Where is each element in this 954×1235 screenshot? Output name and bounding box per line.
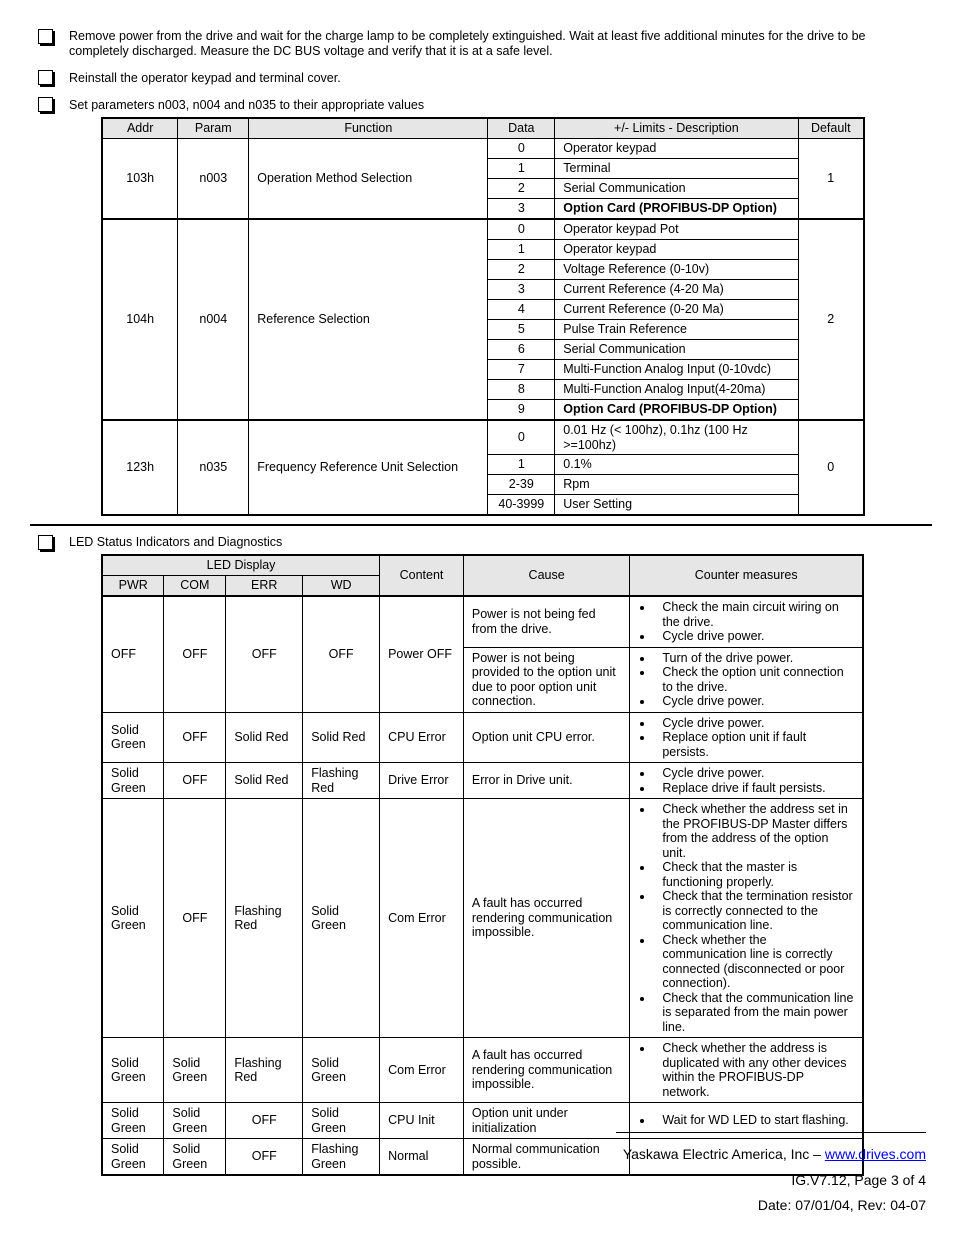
data-cell: 9 — [488, 400, 555, 421]
cause-cell: Normal communication possible. — [463, 1139, 629, 1176]
wd-cell: Solid Green — [303, 1103, 380, 1139]
pwr-cell: Solid Green — [102, 1103, 164, 1139]
checklist-item-3: Set parameters n003, n004 and n035 to their appropriate values — [69, 98, 425, 112]
checkbox-icon[interactable] — [38, 97, 53, 112]
content-cell: Com Error — [380, 1038, 464, 1103]
wd-cell: Flashing Red — [303, 763, 380, 799]
cause-cell: A fault has occurred rendering communication impossible. — [463, 799, 629, 1038]
description-cell: Current Reference (0-20 Ma) — [555, 300, 798, 320]
com-cell: OFF — [164, 799, 226, 1038]
description-cell: Operator keypad Pot — [555, 219, 798, 240]
checklist-item-2: Reinstall the operator keypad and terminal cover. — [69, 71, 341, 85]
addr-cell: 103h — [102, 139, 178, 220]
data-cell: 1 — [488, 240, 555, 260]
table-row — [102, 1103, 863, 1139]
counter-measures-cell — [630, 712, 863, 763]
list-item: • Replace option unit if fault persists. — [654, 730, 854, 759]
com-cell: OFF — [164, 596, 226, 712]
com-cell: Solid Green — [164, 1103, 226, 1139]
content-cell: Power OFF — [380, 596, 464, 712]
checkbox-icon[interactable] — [38, 535, 53, 550]
table-row — [102, 1038, 863, 1103]
addr-cell: 104h — [102, 219, 178, 420]
content-cell: Com Error — [380, 799, 464, 1038]
led-display-header: LED Display — [102, 555, 380, 576]
description-cell: Multi-Function Analog Input(4-20ma) — [555, 380, 798, 400]
param-cell: n035 — [178, 420, 249, 515]
section-divider — [30, 524, 932, 526]
checklist-item-1-line2: completely discharged. Measure the DC BUS voltage and verify that it is at a safe level. — [69, 44, 553, 58]
err-cell: Flashing Red — [226, 799, 303, 1038]
description-cell: Rpm — [555, 475, 798, 495]
default-cell: 2 — [798, 219, 864, 420]
col-header-cause: Cause — [463, 555, 629, 596]
footer-company — [623, 1146, 926, 1162]
param-cell: n004 — [178, 219, 249, 420]
function-cell: Reference Selection — [249, 219, 488, 420]
cause-cell: Option unit under initialization — [463, 1103, 629, 1139]
counter-measures-cell — [630, 763, 863, 799]
checkbox-icon[interactable] — [38, 70, 53, 85]
cause-cell: Option unit CPU error. — [463, 712, 629, 763]
description-cell: Serial Communication — [555, 179, 798, 199]
list-item: • Check whether the address set in the PROFIBUS-DP Master differs from the address of the option unit. — [654, 802, 854, 860]
err-cell: Solid Red — [226, 712, 303, 763]
counter-measures-list — [638, 651, 854, 709]
description-cell: Terminal — [555, 159, 798, 179]
data-cell: 2 — [488, 179, 555, 199]
table-row — [102, 139, 864, 159]
checklist-item-1-line1: Remove power from the drive and wait for the charge lamp to be completely extinguished. Wait at least five additional minutes for the drive to be — [69, 29, 866, 43]
cause-cell: Power is not being provided to the option unit due to poor option unit connection. — [463, 647, 629, 712]
cause-cell: A fault has occurred rendering communication impossible. — [463, 1038, 629, 1103]
table-row — [102, 219, 864, 240]
list-item: • Check the main circuit wiring on the drive. — [654, 600, 854, 629]
description-cell: Multi-Function Analog Input (0-10vdc) — [555, 360, 798, 380]
list-item: • Check the option unit connection to the drive. — [654, 665, 854, 694]
table-row — [102, 763, 863, 799]
default-cell: 0 — [798, 420, 864, 515]
content-cell: Drive Error — [380, 763, 464, 799]
pwr-cell: OFF — [102, 596, 164, 712]
param-cell: n003 — [178, 139, 249, 220]
col-header-default: Default — [798, 118, 864, 139]
led-status-table — [101, 554, 864, 1176]
counter-measures-cell — [630, 647, 863, 712]
data-cell: 2-39 — [488, 475, 555, 495]
checkbox-icon[interactable] — [38, 29, 53, 44]
description-cell: Option Card (PROFIBUS-DP Option) — [555, 199, 798, 220]
data-cell: 2 — [488, 260, 555, 280]
description-cell: User Setting — [555, 495, 798, 516]
parameter-table-header — [102, 118, 864, 139]
data-cell: 1 — [488, 159, 555, 179]
counter-measures-cell — [630, 1103, 863, 1139]
col-header-wd: WD — [303, 576, 380, 597]
err-cell: OFF — [226, 596, 303, 712]
pwr-cell: Solid Green — [102, 1139, 164, 1176]
list-item: • Check whether the communication line is correctly connected (disconnected or poor connection). — [654, 933, 854, 991]
footer-website-link[interactable]: www.drives.com — [824, 1146, 926, 1162]
col-header-function: Function — [249, 118, 488, 139]
default-cell: 1 — [798, 139, 864, 220]
err-cell: Flashing Red — [226, 1038, 303, 1103]
data-cell: 0 — [488, 219, 555, 240]
cause-cell: Error in Drive unit. — [463, 763, 629, 799]
data-cell: 0 — [488, 139, 555, 159]
col-header-pwr: PWR — [102, 576, 164, 597]
col-header-com: COM — [164, 576, 226, 597]
counter-measures-list — [638, 600, 854, 644]
footer-rule — [616, 1132, 926, 1133]
wd-cell: Solid Red — [303, 712, 380, 763]
footer-page: IG.V7.12, Page 3 of 4 — [791, 1172, 926, 1188]
footer-date: Date: 07/01/04, Rev: 04-07 — [757, 1197, 926, 1213]
checklist-item-1 — [69, 29, 865, 59]
counter-measures-cell — [630, 1038, 863, 1103]
description-cell: Pulse Train Reference — [555, 320, 798, 340]
data-cell: 0 — [488, 420, 555, 455]
list-item: • Cycle drive power. — [654, 716, 854, 731]
counter-measures-list — [638, 766, 854, 795]
col-header-counter-measures: Counter measures — [630, 555, 863, 596]
com-cell: OFF — [164, 712, 226, 763]
pwr-cell: Solid Green — [102, 799, 164, 1038]
wd-cell: OFF — [303, 596, 380, 712]
col-header-param: Param — [178, 118, 249, 139]
list-item: • Cycle drive power. — [654, 694, 854, 709]
col-header-content: Content — [380, 555, 464, 596]
data-cell: 7 — [488, 360, 555, 380]
description-cell: 0.01 Hz (< 100hz), 0.1hz (100 Hz >=100hz) — [555, 420, 798, 455]
function-cell: Operation Method Selection — [249, 139, 488, 220]
list-item: • Check that the communication line is separated from the main power line. — [654, 991, 854, 1035]
wd-cell: Flashing Green — [303, 1139, 380, 1176]
data-cell: 5 — [488, 320, 555, 340]
list-item: • Check that the master is functioning properly. — [654, 860, 854, 889]
err-cell: Solid Red — [226, 763, 303, 799]
wd-cell: Solid Green — [303, 799, 380, 1038]
list-item: • Cycle drive power. — [654, 766, 854, 781]
list-item: • Check whether the address is duplicated with any other devices within the PROFIBUS-DP network. — [654, 1041, 854, 1099]
counter-measures-cell — [630, 799, 863, 1038]
counter-measures-list — [638, 802, 854, 1034]
err-cell: OFF — [226, 1103, 303, 1139]
data-cell: 6 — [488, 340, 555, 360]
col-header-err: ERR — [226, 576, 303, 597]
wd-cell: Solid Green — [303, 1038, 380, 1103]
list-item: • Cycle drive power. — [654, 629, 854, 644]
col-header-addr: Addr — [102, 118, 178, 139]
list-item: • Replace drive if fault persists. — [654, 781, 854, 796]
description-cell: Operator keypad — [555, 240, 798, 260]
pwr-cell: Solid Green — [102, 712, 164, 763]
description-cell: Current Reference (4-20 Ma) — [555, 280, 798, 300]
list-item: • Wait for WD LED to start flashing. — [654, 1113, 854, 1128]
description-cell: Operator keypad — [555, 139, 798, 159]
col-header-description: +/- Limits - Description — [555, 118, 798, 139]
counter-measures-list — [638, 1113, 854, 1128]
footer-company-name: Yaskawa Electric America, Inc – — [622, 1146, 825, 1162]
counter-measures-cell — [630, 596, 863, 647]
col-header-data: Data — [488, 118, 555, 139]
cause-cell: Power is not being fed from the drive. — [463, 596, 629, 647]
content-cell: Normal — [380, 1139, 464, 1176]
parameter-table — [101, 117, 865, 516]
data-cell: 8 — [488, 380, 555, 400]
list-item: • Turn of the drive power. — [654, 651, 854, 666]
table-row — [102, 712, 863, 763]
com-cell: Solid Green — [164, 1038, 226, 1103]
com-cell: OFF — [164, 763, 226, 799]
com-cell: Solid Green — [164, 1139, 226, 1176]
data-cell: 3 — [488, 199, 555, 220]
content-cell: CPU Error — [380, 712, 464, 763]
table-row — [102, 799, 863, 1038]
description-cell: Voltage Reference (0-10v) — [555, 260, 798, 280]
addr-cell: 123h — [102, 420, 178, 515]
list-item: • Check that the termination resistor is correctly connected to the communication line. — [654, 889, 854, 933]
function-cell: Frequency Reference Unit Selection — [249, 420, 488, 515]
table-row — [102, 420, 864, 455]
led-section-title: LED Status Indicators and Diagnostics — [69, 535, 283, 549]
pwr-cell: Solid Green — [102, 1038, 164, 1103]
data-cell: 40-3999 — [488, 495, 555, 516]
pwr-cell: Solid Green — [102, 763, 164, 799]
data-cell: 4 — [488, 300, 555, 320]
content-cell: CPU Init — [380, 1103, 464, 1139]
counter-measures-list — [638, 1041, 854, 1099]
data-cell: 3 — [488, 280, 555, 300]
description-cell: 0.1% — [555, 455, 798, 475]
data-cell: 1 — [488, 455, 555, 475]
description-cell: Serial Communication — [555, 340, 798, 360]
description-cell: Option Card (PROFIBUS-DP Option) — [555, 400, 798, 421]
counter-measures-list — [638, 716, 854, 760]
err-cell: OFF — [226, 1139, 303, 1176]
table-row — [102, 596, 863, 647]
